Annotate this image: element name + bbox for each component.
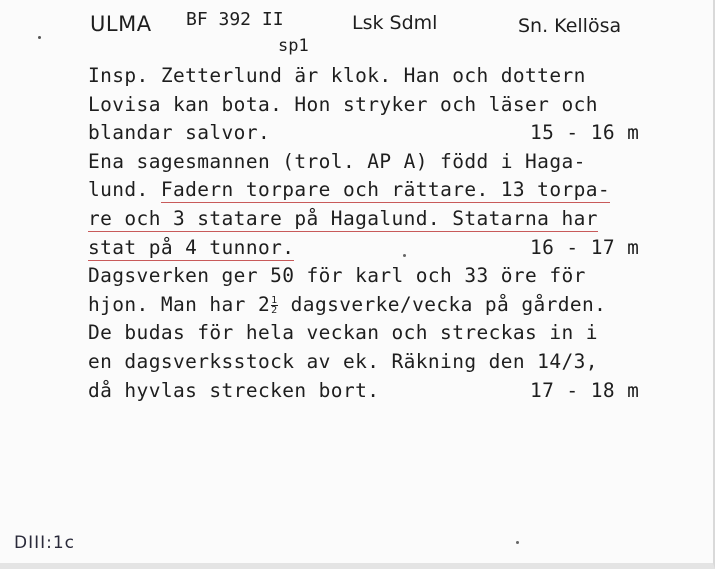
archive-code: ULMA: [90, 12, 152, 36]
text-line: då hyvlas strecken bort. 17 - 18 m: [88, 377, 698, 406]
text-line: Dagsverken ger 50 för karl och 33 öre för: [88, 264, 586, 288]
fraction: $\frac{1}{2}$: [271, 294, 278, 316]
speck: [403, 254, 406, 257]
time-marker: 15 - 16 m: [530, 121, 640, 145]
catalog-footer: DIII:1c: [14, 533, 76, 553]
highlighted-passage: re och 3 statare på Hagalund. Statarna har: [88, 206, 598, 230]
card-body: [88, 62, 698, 405]
highlighted-passage: Fadern torpare och rättare. 13 torpa-: [160, 178, 611, 202]
collection-label: Lsk Sdml: [352, 12, 438, 34]
record-reference: BF 392 II: [186, 9, 284, 30]
text-line: lund. Fadern torpare och rättare. 13 torpa-: [88, 178, 611, 202]
text-line: Ena sagesmannen (trol. AP A) född i Haga-: [88, 149, 586, 173]
parish-label: Sn. Kellösa: [518, 15, 622, 37]
highlighted-passage: stat på 4 tunnor.: [88, 235, 295, 259]
text-line: en dagsverksstock av ek. Räkning den 14/3,: [88, 349, 598, 373]
punch-dot: [38, 36, 41, 39]
record-subreference: sp1: [278, 36, 309, 56]
text-line: [88, 205, 698, 234]
text-line: Lovisa kan bota. Hon stryker och läser och: [88, 92, 598, 116]
text-line: Insp. Zetterlund är klok. Han och dottern: [88, 64, 586, 87]
text-line: blandar salvor. 15 - 16 m: [88, 119, 698, 148]
text-line: hjon. Man har 2 $\frac{1}{2}$ dagsverke/vecka på gården.: [88, 292, 607, 316]
speck: [516, 541, 519, 544]
text-line: De budas för hela veckan och streckas in i: [88, 321, 598, 345]
time-marker: 17 - 18 m: [530, 378, 640, 402]
time-marker: 16 - 17 m: [530, 235, 640, 259]
text-line: [88, 234, 698, 263]
